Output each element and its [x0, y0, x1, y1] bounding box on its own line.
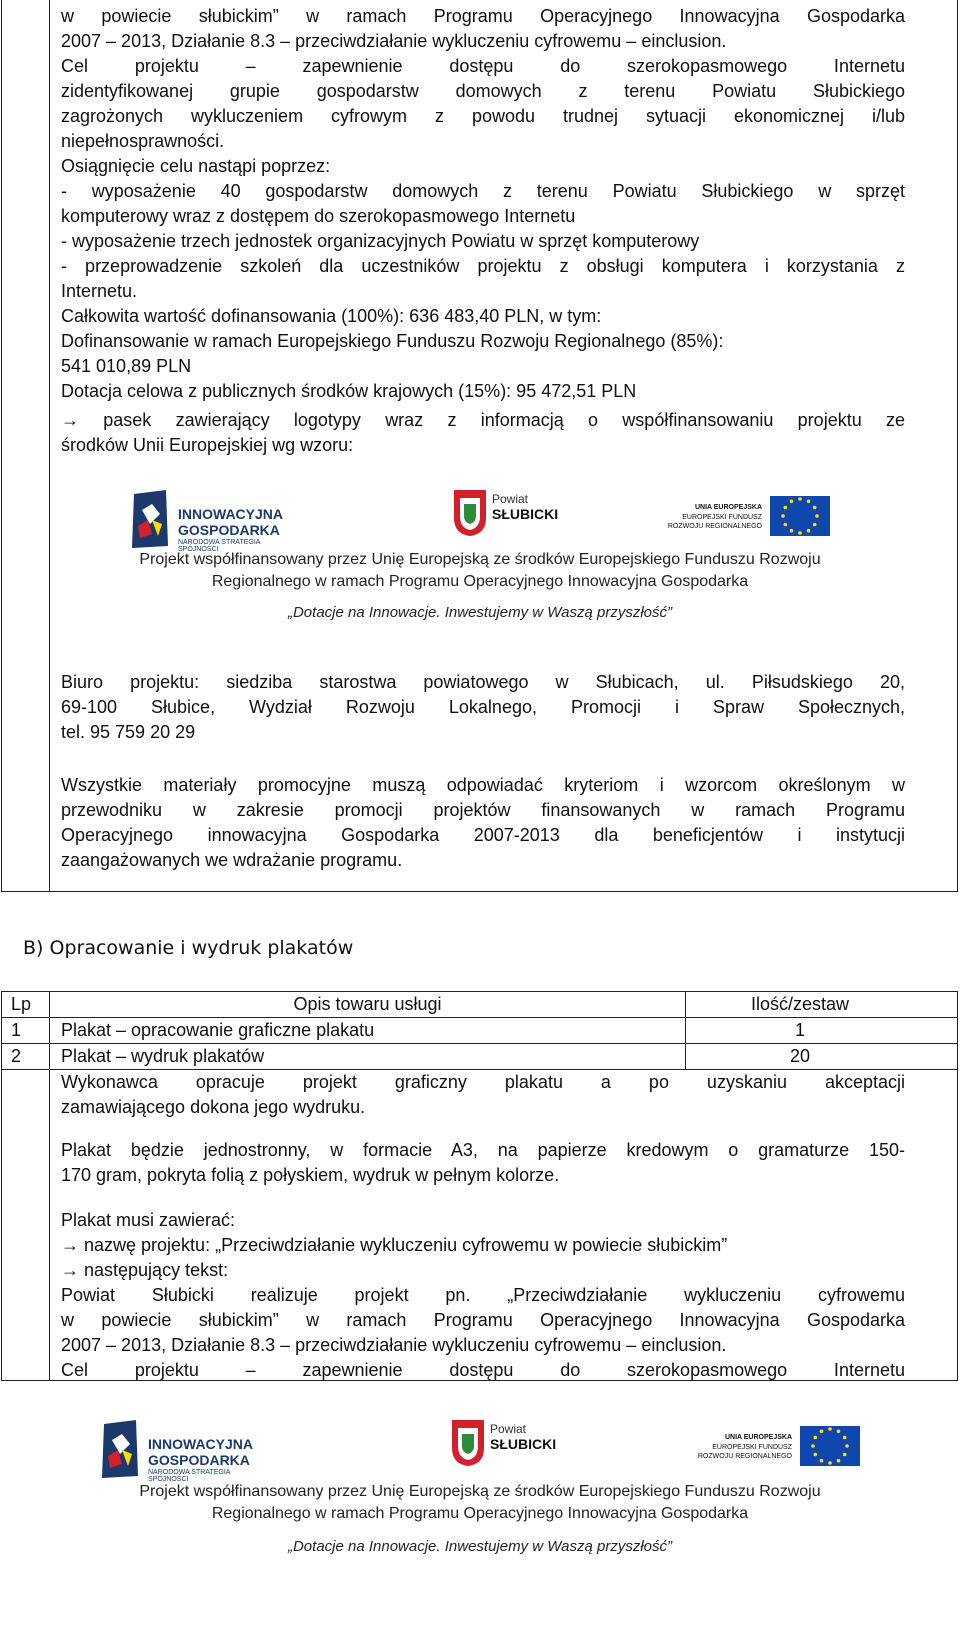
cofinancing-caption-line2: Regionalnego w ramach Programu Operacyjnego Innowacyjna Gospodarka: [211, 1505, 749, 1522]
text-line: Cel projektu – zapewnienie dostępu do szerokopasmowego Internetu: [61, 1360, 905, 1380]
ue-line3: ROZWOJU REGIONALNEGO: [697, 1453, 792, 1460]
text-line: Powiat Słubicki realizuje projekt pn. „Przeciwdziałanie wykluczeniu cyfrowemu: [61, 1285, 905, 1305]
ig-line2: GOSPODARKA: [178, 522, 280, 538]
text-line: Dofinansowanie w ramach Europejskiego Funduszu Rozwoju Regionalnego (85%):: [61, 331, 724, 351]
poster-description-3: [61, 1208, 905, 1383]
text-line: 2007 – 2013, Działanie 8.3 – przeciwdziałanie wykluczeniu cyfrowemu – einclusion.: [61, 31, 727, 51]
ue-line3: ROZWOJU REGIONALNEGO: [667, 523, 762, 530]
text-line: w powiecie słubickim” w ramach Programu Operacyjnego Innowacyjna Gospodarka: [61, 6, 905, 26]
powiat-small-label: Powiat: [492, 492, 529, 506]
text-line: komputerowy wraz z dostępem do szerokopasmowego Internetu: [61, 206, 576, 226]
cofinancing-caption-line2: Regionalnego w ramach Programu Operacyjnego Innowacyjna Gospodarka: [211, 573, 749, 590]
row-1-description: Plakat – opracowanie graficzne plakatu: [61, 1020, 375, 1040]
ue-line2: EUROPEJSKI FUNDUSZ: [682, 514, 762, 521]
text-line: → nazwę projektu: „Przeciwdziałanie wykluczeniu cyfrowemu w powiecie słubickim”: [61, 1235, 728, 1255]
innowacyjna-gospodarka-emblem-icon: [100, 1420, 140, 1478]
text-line: - wyposażenie 40 gospodarstw domowych z terenu Powiatu Słubickiego w sprzęt: [61, 181, 905, 201]
eu-flag-icon: [800, 1426, 860, 1466]
innowacyjna-gospodarka-logo: [100, 1420, 270, 1483]
powiat-coat-of-arms-icon: [452, 488, 488, 538]
header-quantity: Ilość/zestaw: [750, 994, 850, 1014]
posters-table-lp-divider: [49, 991, 50, 1381]
cofinancing-caption-line1: Projekt współfinansowany przez Unię Europejską ze środków Europejskiego Funduszu Rozwoju: [139, 551, 821, 568]
ue-line1: UNIA EUROPEJSKA: [694, 504, 762, 511]
text-line: zagrożonych wykluczeniem cyfrowym z powodu trudnej sytuacji ekonomicznej i/lub: [61, 106, 905, 126]
promo-materials: [61, 773, 905, 873]
promo-materials-lines: [61, 773, 905, 873]
text-line: zaangażowanych we wdrażanie programu.: [61, 850, 403, 870]
slogan: „Dotacje na Innowacje. Inwestujemy w Waszą przyszłość”: [287, 604, 673, 621]
ig-line2: GOSPODARKA: [148, 1452, 250, 1468]
ue-line2: EUROPEJSKI FUNDUSZ: [712, 1444, 792, 1451]
poster-description-1: [61, 1070, 905, 1120]
innowacyjna-gospodarka-logo: [130, 490, 300, 553]
text-line: - wyposażenie trzech jednostek organizacyjnych Powiatu w sprzęt komputerowy: [61, 231, 700, 251]
powiat-name: SŁUBICKI: [490, 1436, 557, 1452]
text-line: 2007 – 2013, Działanie 8.3 – przeciwdziałanie wykluczeniu cyfrowemu – einclusion.: [61, 1335, 727, 1355]
project-description: [61, 4, 905, 404]
header-description: Opis towaru usługi: [293, 994, 442, 1014]
text-line: Operacyjnego innowacyjna Gospodarka 2007-2013 dla beneficjentów i instytucji: [61, 825, 905, 845]
logo-note-lines: [61, 408, 905, 458]
text-line: zidentyfikowanej grupie gospodarstw domowych z terenu Powiatu Słubickiego: [61, 81, 905, 101]
poster-description-2: [61, 1138, 905, 1188]
text-line: Całkowita wartość dofinansowania (100%): 636 483,40 PLN, w tym:: [61, 306, 602, 326]
cofinancing-caption-line1: Projekt współfinansowany przez Unię Europejską ze środków Europejskiego Funduszu Rozwoju: [139, 1483, 821, 1500]
text-line: 170 gram, pokryta folią z połyskiem, wydruk w pełnym kolorze.: [61, 1165, 560, 1185]
text-line: Internetu.: [61, 281, 138, 301]
ig-line3: NARODOWA STRATEGIA SPÓJNOŚCI: [178, 539, 261, 553]
text-line: tel. 95 759 20 29: [61, 722, 196, 742]
text-line: → pasek zawierający logotypy wraz z informacją o współfinansowaniu projektu ze: [61, 410, 905, 430]
ig-line1: INNOWACYJNA: [148, 1436, 254, 1452]
text-line: 541 010,89 PLN: [61, 356, 192, 376]
project-office-lines: [61, 670, 905, 745]
text-line: Biuro projektu: siedziba starostwa powiatowego w Słubicach, ul. Piłsudskiego 20,: [61, 672, 905, 692]
poster-description-3-lines: [61, 1208, 905, 1383]
text-line: przewodniku w zakresie promocji projektów finansowanych w ramach Programu: [61, 800, 905, 820]
innowacyjna-gospodarka-emblem-icon: [130, 490, 170, 548]
powiat-slubicki-logo: [452, 486, 582, 546]
project-office: [61, 670, 905, 745]
section-b-heading: B) Opracowanie i wydruk plakatów: [23, 937, 354, 959]
row-2-description: Plakat – wydruk plakatów: [61, 1046, 265, 1066]
text-line: Wszystkie materiały promocyjne muszą odpowiadać kryteriom i wzorcom określonym w: [61, 775, 905, 795]
slogan: „Dotacje na Innowacje. Inwestujemy w Waszą przyszłość”: [287, 1538, 673, 1555]
top-table-column-divider: [49, 0, 50, 892]
text-line: Dotacja celowa z publicznych środków krajowych (15%): 95 472,51 PLN: [61, 381, 637, 401]
text-line: Osiągnięcie celu nastąpi poprzez:: [61, 156, 331, 176]
text-line: - przeprowadzenie szkoleń dla uczestników projektu z obsługi komputera i korzystania z: [61, 256, 905, 276]
text-line: środków Unii Europejskiej wg wzoru:: [61, 435, 354, 455]
ig-line3: NARODOWA STRATEGIA SPÓJNOŚCI: [148, 1469, 231, 1483]
row-1-quantity: 1: [794, 1020, 805, 1040]
text-line: 69-100 Słubice, Wydział Rozwoju Lokalnego, Promocji i Spraw Społecznych,: [61, 697, 905, 717]
text-line: niepełnosprawności.: [61, 131, 225, 151]
text-line: zamawiającego dokona jego wydruku.: [61, 1097, 366, 1117]
ig-line1: INNOWACYJNA: [178, 506, 284, 522]
powiat-small-label: Powiat: [490, 1422, 527, 1436]
row-1-lp: 1: [11, 1020, 22, 1040]
row-2-lp: 2: [11, 1046, 22, 1066]
text-line: Plakat będzie jednostronny, w formacie A3, na papierze kredowym o gramaturze 150-: [61, 1140, 905, 1160]
text-line: Plakat musi zawierać:: [61, 1210, 236, 1230]
powiat-coat-of-arms-icon: [450, 1418, 486, 1468]
logo-note: [61, 408, 905, 458]
powiat-name: SŁUBICKI: [492, 506, 559, 522]
poster-description-2-lines: [61, 1138, 905, 1188]
poster-description-1-lines: [61, 1070, 905, 1120]
logo-strip-top: [130, 486, 830, 626]
project-description-lines: [61, 4, 905, 404]
ue-line1: UNIA EUROPEJSKA: [724, 1434, 792, 1441]
powiat-slubicki-logo: [450, 1416, 580, 1476]
logo-strip-footer: [100, 1416, 860, 1561]
unia-europejska-logo: [667, 496, 830, 546]
text-line: Cel projektu – zapewnienie dostępu do szerokopasmowego Internetu: [61, 56, 905, 76]
text-line: Wykonawca opracuje projekt graficzny plakatu a po uzyskaniu akceptacji: [61, 1072, 905, 1092]
text-line: w powiecie słubickim” w ramach Programu Operacyjnego Innowacyjna Gospodarka: [61, 1310, 905, 1330]
unia-europejska-logo: [697, 1426, 860, 1476]
text-line: → następujący tekst:: [61, 1260, 229, 1280]
header-lp: Lp: [11, 994, 32, 1014]
eu-flag-icon: [770, 496, 830, 536]
row-2-quantity: 20: [789, 1046, 811, 1066]
